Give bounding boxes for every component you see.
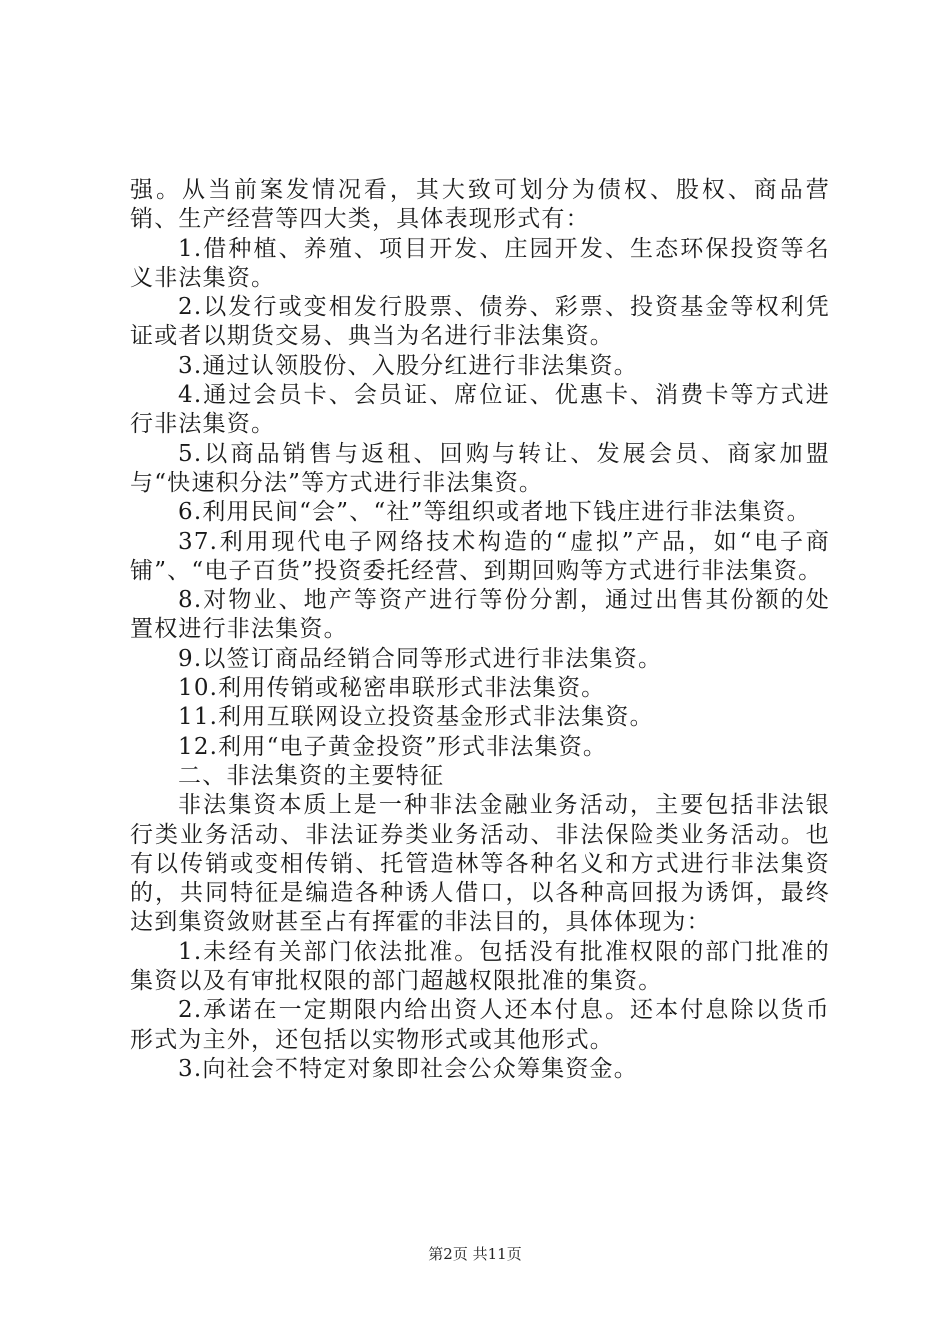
list-item: 8.对物业、地产等资产进行等份分割，通过出售其份额的处置权进行非法集资。 — [130, 587, 830, 643]
list-item: 4.通过会员卡、会员证、席位证、优惠卡、消费卡等方式进行非法集资。 — [130, 382, 830, 438]
list-item: 5.以商品销售与返租、回购与转让、发展会员、商家加盟与“快速积分法”等方式进行非法集资。 — [130, 440, 830, 496]
list-item: 2.承诺在一定期限内给出资人还本付息。还本付息除以货币形式为主外，还包括以实物形式或其他形式。 — [130, 997, 830, 1053]
list-item: 3.向社会不特定对象即社会公众筹集资金。 — [178, 1055, 638, 1082]
list-item: 2.以发行或变相发行股票、债券、彩票、投资基金等权利凭证或者以期货交易、典当为名进行非法集资。 — [130, 294, 830, 350]
list-item: 3.通过认领股份、入股分红进行非法集资。 — [178, 352, 638, 379]
list-item: 1.未经有关部门依法批准。包括没有批准权限的部门批准的集资以及有审批权限的部门超越权限批准的集资。 — [130, 938, 830, 995]
list-item: 37.利用现代电子网络技术构造的“虚拟”产品，如“电子商铺”、“电子百货”投资委托经营、到期回购等方式进行非法集资。 — [130, 528, 830, 584]
paragraph: 非法集资本质上是一种非法金融业务活动，主要包括非法银行类业务活动、非法证券类业务活动、非法保险类业务活动。也有以传销或变相传销、托管造林等各种名义和方式进行非法集资的，共同特征是编造各种诱人借口，以各种高回报为诱饵，最终达到集资敛财甚至占有挥霍的非法目的，具体体现为： — [130, 792, 830, 936]
section-heading: 二、非法集资的主要特征 — [178, 762, 445, 789]
list-item: 10.利用传销或秘密串联形式非法集资。 — [178, 675, 606, 702]
paragraph: 强。从当前案发情况看，其大致可划分为债权、股权、商品营销、生产经营等四大类，具体表现形式有： — [130, 177, 830, 233]
list-item: 1.借种植、养殖、项目开发、庄园开发、生态环保投资等名义非法集资。 — [130, 235, 830, 291]
page-number-footer: 第2页 共11页 — [428, 1245, 522, 1263]
list-item: 11.利用互联网设立投资基金形式非法集资。 — [178, 704, 654, 731]
list-item: 9.以签订商品经销合同等形式进行非法集资。 — [178, 645, 663, 672]
list-item: 12.利用“电子黄金投资”形式非法集资。 — [178, 733, 608, 760]
document-body — [130, 176, 830, 1084]
list-item: 6.利用民间“会”、“社”等组织或者地下钱庄进行非法集资。 — [178, 499, 811, 526]
